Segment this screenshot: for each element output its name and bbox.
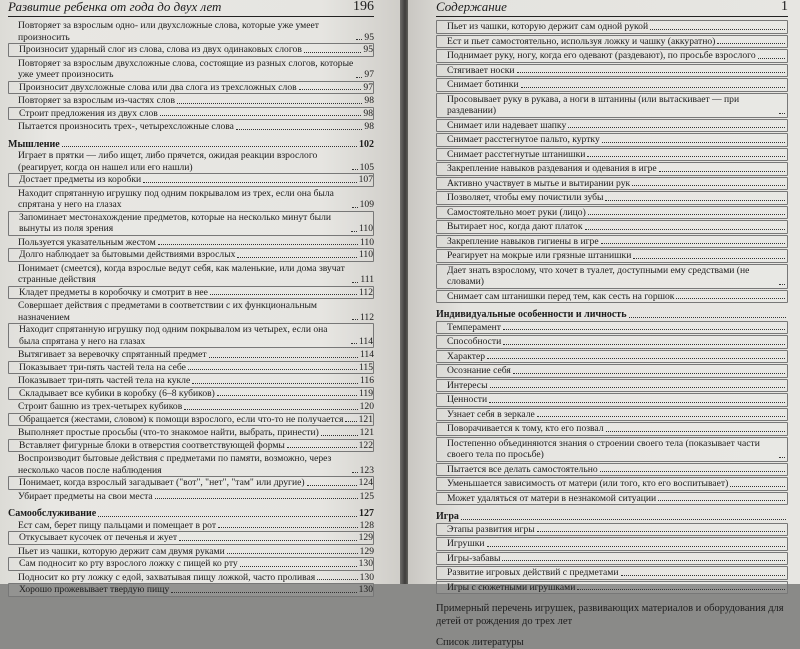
toc-page-number: 129 xyxy=(359,545,374,557)
dot-leader xyxy=(352,169,358,170)
toc-page-number: 127 xyxy=(359,508,374,519)
toc-entry xyxy=(8,263,374,286)
toc-entry xyxy=(8,401,374,413)
toc-entry xyxy=(436,581,788,595)
toc-entry xyxy=(436,290,788,304)
dot-leader xyxy=(287,447,357,448)
toc-entry xyxy=(8,520,374,532)
toc-entry xyxy=(436,321,788,335)
toc-entry xyxy=(436,235,788,249)
toc-entry xyxy=(8,95,374,107)
toc-entry xyxy=(436,133,788,147)
toc-entry xyxy=(436,249,788,263)
toc-entry-title: Складывает все кубики в коробку (6–8 кубиков) xyxy=(19,387,215,399)
dot-leader xyxy=(184,409,357,410)
toc-page-number: 121 xyxy=(359,427,374,438)
toc-page-number: 98 xyxy=(364,121,374,132)
toc-entry-title: Стягивает носки xyxy=(447,64,515,76)
toc-entry xyxy=(8,121,374,133)
toc-entry-title: Находит спрятанную игрушку под одним покрывалом из трех, если она была спрятана у него на глазах xyxy=(18,187,334,210)
dot-leader xyxy=(587,156,785,157)
page-number: 1 xyxy=(781,0,788,14)
toc-entry-title: Играет в прятки — либо ищет, либо прячется, ожидая реакции взрослого (реагирует, когда он нашел или его нашли) xyxy=(18,150,318,173)
dot-leader xyxy=(490,387,785,388)
toc-entry xyxy=(8,349,374,361)
toc-entry-title: Список литературы xyxy=(436,637,524,648)
toc-entry-title: Способности xyxy=(447,336,502,347)
toc-entry xyxy=(8,107,374,121)
toc-entry-title: Снимает ботинки xyxy=(447,79,519,90)
toc-entry-title: Повторяет за взрослым из-частях слов xyxy=(18,95,176,106)
dot-leader xyxy=(577,589,785,590)
toc-entry xyxy=(8,323,374,348)
toc-page-number: 110 xyxy=(359,236,374,248)
toc-entry-title: Понимает, когда взрослый загадывает ("вот", "нет", "там" или другие) xyxy=(19,477,305,488)
toc-entry-title: Закрепление навыков раздевания и одевания в игре xyxy=(447,163,657,174)
toc-page-number: 116 xyxy=(359,375,374,386)
toc-entry xyxy=(436,220,788,234)
dot-leader xyxy=(487,546,785,547)
toc-entry-title: Выполняет простые просьбы (что-то знакомое найти, выбрать, принести) xyxy=(18,427,319,438)
toc-entry xyxy=(436,206,788,220)
dot-leader xyxy=(158,244,358,245)
toc-entry-title: Вставляет фигурные блоки в отверстия соответствующей формы xyxy=(19,439,285,451)
toc-entry xyxy=(8,43,374,57)
toc-entry-title: Может удаляться от матери в незнакомой ситуации xyxy=(447,492,657,504)
toc-entry xyxy=(436,20,788,34)
toc-entry xyxy=(436,78,788,92)
toc-page-number: 105 xyxy=(359,161,374,173)
dot-leader xyxy=(160,115,362,116)
toc-entry-title: Показывает три-пять частей тела на себе xyxy=(19,361,186,373)
toc-entry-title: Осознание себя xyxy=(447,365,511,376)
toc-entry xyxy=(436,49,788,63)
dot-leader xyxy=(779,113,785,114)
dot-leader xyxy=(321,435,358,436)
toc-entry-title: Строит башню из трех-четырех кубиков xyxy=(18,401,183,412)
toc-appendix-entry xyxy=(436,636,788,649)
toc-entry xyxy=(8,375,374,387)
toc-page-number: 97 xyxy=(364,69,374,80)
dot-leader xyxy=(304,52,362,53)
toc-entry xyxy=(8,476,374,490)
toc-entry-title: Пьет из чашки, которую держит сам одной рукой xyxy=(447,21,649,32)
toc-page-number: 102 xyxy=(359,138,374,150)
dot-leader xyxy=(676,298,785,299)
dot-leader xyxy=(779,284,785,285)
toc-entry-title: Повторяет за взрослым одно- или двухсложные слова, которые уже умеет произносить xyxy=(18,20,319,43)
toc-section-heading xyxy=(8,139,374,151)
dot-leader xyxy=(237,257,357,258)
toc-entry xyxy=(8,413,374,427)
toc-entry-title: Постепенно объединяются знания о строении своего тела (показывает части своего тела по просьбе) xyxy=(447,437,760,460)
toc-entry xyxy=(436,408,788,422)
toc-entry xyxy=(436,364,788,378)
toc-entry-title: Ценности xyxy=(447,394,488,405)
toc-entry-title: Интересы xyxy=(447,379,488,391)
dot-leader xyxy=(503,344,785,345)
toc-entry xyxy=(436,492,788,506)
toc-entry-title: Достает предметы из коробки xyxy=(19,174,142,185)
dot-leader xyxy=(517,72,785,73)
toc-entry-title: Пьет из чашки, которую держит сам двумя руками xyxy=(18,545,225,557)
toc-page-number: 109 xyxy=(359,199,374,210)
toc-page-number: 97 xyxy=(363,81,373,93)
toc-entry-title: Примерный перечень игрушек, развивающих материалов и оборудования для детей от рождения до трех лет xyxy=(436,603,784,627)
toc-entry xyxy=(8,286,374,300)
dot-leader xyxy=(602,142,785,143)
toc-entry xyxy=(8,188,374,211)
dot-leader xyxy=(155,498,358,499)
toc-page-number: 114 xyxy=(359,349,374,360)
toc-entry-title: Игрушки xyxy=(447,538,485,549)
dot-leader xyxy=(585,229,786,230)
toc-entry-title: Пользуется указательным жестом xyxy=(18,236,156,248)
running-head-title: Содержание xyxy=(436,0,507,14)
toc-entry xyxy=(8,173,374,187)
toc-entry-title: Кладет предметы в коробочку и смотрит в нее xyxy=(19,286,208,298)
toc-entry-title: Ест сам, берет пищу пальцами и помещает в рот xyxy=(18,519,217,531)
toc-entry-title: Откусывает кусочек от печенья и жует xyxy=(19,532,178,543)
toc-page-number: 114 xyxy=(358,335,373,347)
toc-page-number: 98 xyxy=(364,95,374,106)
toc-entry-title: Закрепление навыков гигиены в игре xyxy=(447,235,599,247)
toc-entry xyxy=(436,177,788,191)
toc-entry xyxy=(8,387,374,401)
toc-entry xyxy=(8,20,374,43)
toc-entry-title: Совершает действия с предметами в соответствии с их функциональным назначением xyxy=(18,300,317,323)
dot-leader xyxy=(606,431,785,432)
dot-leader xyxy=(521,87,785,88)
dot-leader xyxy=(730,486,785,487)
toc-page-number: 130 xyxy=(358,558,373,569)
toc-entry-title: Игры с сюжетными игрушками xyxy=(447,581,576,593)
toc-entry-title: Реагирует на мокрые или грязные штанишки xyxy=(447,250,632,261)
toc-entry-title: Самостоятельно моет руки (лицо) xyxy=(447,206,586,218)
dot-leader xyxy=(489,402,785,403)
dot-leader xyxy=(345,421,356,422)
dot-leader xyxy=(356,77,362,78)
toc-entry-title: Повторяет за взрослым двухсложные слова, состоящие из разных слогов, которые уже умеет произносить xyxy=(18,57,354,80)
toc-entry xyxy=(8,81,374,95)
toc-entry xyxy=(436,148,788,162)
running-head-title: Развитие ребенка от года до двух лет xyxy=(8,0,222,14)
toc-page-number: 95 xyxy=(364,31,374,43)
toc-page-number: 98 xyxy=(363,107,373,119)
dot-leader xyxy=(621,575,786,576)
toc-page-number: 112 xyxy=(359,311,374,323)
toc-entry-title: Снимает расстегнутое пальто, куртку xyxy=(447,134,600,145)
toc-entry xyxy=(436,463,788,477)
toc-entry xyxy=(436,350,788,364)
toc-entry-title: Узнает себя в зеркале xyxy=(447,408,535,420)
dot-leader xyxy=(98,516,357,517)
toc-entry-title: Подносит ко рту ложку с едой, захватывая пищу ложкой, часто проливая xyxy=(18,571,316,583)
dot-leader xyxy=(758,58,785,59)
dot-leader xyxy=(461,519,786,520)
toc-entry-title: Находит спрятанную игрушку под одним покрывалом из четырех, если она была спрятана у него на глазах xyxy=(19,324,328,347)
toc-entry xyxy=(436,162,788,176)
dot-leader xyxy=(240,566,357,567)
toc-entry-title: Темперамент xyxy=(447,321,501,333)
dot-leader xyxy=(351,343,357,344)
toc-entry-title: Показывает три-пять частей тела на кукле xyxy=(18,375,191,386)
toc-page-number: 120 xyxy=(359,401,374,412)
dot-leader xyxy=(502,560,785,561)
toc-entry-title: Сам подносит ко рту взрослого ложку с пищей ко рту xyxy=(19,558,238,569)
toc-entry xyxy=(436,537,788,551)
toc-page-number: 111 xyxy=(360,274,374,285)
toc-entry-title: Позволяет, чтобы ему почистили зубы xyxy=(447,192,604,203)
dot-leader xyxy=(487,358,785,359)
table-of-contents-left xyxy=(8,20,374,597)
toc-page-number: 121 xyxy=(358,413,373,425)
dot-leader xyxy=(658,500,785,501)
toc-entry xyxy=(8,531,374,545)
toc-page-number: 115 xyxy=(358,361,373,373)
toc-entry-title: Пытается произносить трех-, четырехсложные слова xyxy=(18,121,234,132)
dot-leader xyxy=(171,592,356,593)
dot-leader xyxy=(307,485,357,486)
dot-leader xyxy=(659,171,785,172)
dot-leader xyxy=(633,258,785,259)
dot-leader xyxy=(717,43,785,44)
toc-entry xyxy=(8,572,374,584)
toc-entry-title: Пытается все делать самостоятельно xyxy=(447,463,598,475)
dot-leader xyxy=(650,29,785,30)
toc-entry-title: Уменьшается зависимость от матери (или того, кто его воспитывает) xyxy=(447,478,729,489)
toc-entry-title: Игра xyxy=(436,511,459,522)
toc-entry-title: Характер xyxy=(447,350,486,362)
dot-leader xyxy=(537,416,785,417)
dot-leader xyxy=(227,553,358,554)
toc-page-number: 107 xyxy=(358,174,373,185)
toc-entry xyxy=(436,552,788,566)
toc-appendix-entry xyxy=(436,602,788,628)
dot-leader xyxy=(588,214,785,215)
table-of-contents-right xyxy=(436,20,788,649)
toc-entry xyxy=(436,64,788,78)
dot-leader xyxy=(317,579,357,580)
dot-leader xyxy=(351,231,357,232)
toc-page-number: 112 xyxy=(358,286,373,298)
toc-page-number: 129 xyxy=(358,532,373,543)
toc-entry xyxy=(436,437,788,462)
toc-entry-title: Произносит двухсложные слова или два слога из трехсложных слов xyxy=(19,81,297,93)
dot-leader xyxy=(352,319,358,320)
dot-leader xyxy=(352,472,358,473)
toc-entry-title: Снимает или надевает шапку xyxy=(447,119,567,131)
toc-entry xyxy=(8,453,374,476)
dot-leader xyxy=(352,207,358,208)
toc-entry xyxy=(436,264,788,289)
toc-entry-title: Дает знать взрослому, что хочет в туалет, доступными ему средствами (не словами) xyxy=(447,264,750,287)
toc-entry xyxy=(8,557,374,571)
toc-entry-title: Обращается (жестами, словом) к помощи взрослого, если что-то не получается xyxy=(19,413,344,425)
dot-leader xyxy=(568,127,785,128)
toc-page-number: 110 xyxy=(358,249,373,260)
toc-entry-title: Снимает расстегнутые штанишки xyxy=(447,148,586,160)
dot-leader xyxy=(188,369,357,370)
toc-section-heading xyxy=(8,508,374,520)
dot-leader xyxy=(779,457,785,458)
toc-entry xyxy=(8,439,374,453)
toc-page-number: 130 xyxy=(358,584,373,595)
dot-leader xyxy=(62,146,357,147)
dot-leader xyxy=(177,103,362,104)
toc-entry-title: Воспроизводит бытовые действия с предметами по памяти, возможно, через несколько часов после наблюдения xyxy=(18,453,332,476)
toc-entry xyxy=(8,150,374,173)
toc-entry xyxy=(8,211,374,236)
dot-leader xyxy=(600,471,785,472)
toc-entry xyxy=(8,491,374,503)
dot-leader xyxy=(209,357,358,358)
dot-leader xyxy=(143,182,356,183)
toc-entry xyxy=(436,566,788,580)
toc-entry xyxy=(8,300,374,323)
toc-page-number: 119 xyxy=(358,387,373,399)
toc-entry xyxy=(436,119,788,133)
toc-page-number: 110 xyxy=(358,223,373,234)
dot-leader xyxy=(601,243,785,244)
dot-leader xyxy=(356,39,362,40)
toc-entry xyxy=(8,58,374,81)
dot-leader xyxy=(217,395,357,396)
dot-leader xyxy=(605,200,785,201)
dot-leader xyxy=(352,282,358,283)
dot-leader xyxy=(537,531,785,532)
toc-entry-title: Развитие игровых действий с предметами xyxy=(447,567,619,578)
toc-page-number: 123 xyxy=(359,464,374,476)
dot-leader xyxy=(210,294,357,295)
dot-leader xyxy=(513,373,785,374)
toc-entry xyxy=(8,361,374,375)
left-page xyxy=(0,0,402,595)
toc-page-number: 128 xyxy=(359,519,374,531)
toc-entry-title: Просовывает руку в рукава, а ноги в штанины (или вытаскивает — при раздевании) xyxy=(447,93,740,116)
toc-entry xyxy=(436,477,788,491)
page-number: 196 xyxy=(353,0,374,14)
toc-entry-title: Вытирает нос, когда дают платок xyxy=(447,221,583,232)
toc-entry-title: Хорошо прожевывает твердую пищу xyxy=(19,584,170,595)
dot-leader xyxy=(503,329,785,330)
toc-entry xyxy=(8,237,374,249)
toc-entry-title: Поднимает руку, ногу, когда его одевают (раздевают), по просьбе взрослого xyxy=(447,50,756,61)
dot-leader xyxy=(218,527,358,528)
toc-section-heading xyxy=(436,309,788,321)
dot-leader xyxy=(299,89,362,90)
toc-entry xyxy=(436,35,788,49)
toc-entry-title: Строит предложения из двух слов xyxy=(19,107,158,119)
toc-entry xyxy=(8,427,374,439)
toc-entry xyxy=(436,422,788,436)
toc-entry-title: Этапы развития игры xyxy=(447,523,535,535)
toc-entry xyxy=(8,583,374,597)
toc-page-number: 95 xyxy=(363,44,373,55)
toc-page-number: 130 xyxy=(359,571,374,583)
toc-entry xyxy=(436,335,788,349)
running-head xyxy=(8,1,374,17)
toc-page-number: 125 xyxy=(359,490,374,502)
toc-entry-title: Понимает (смеется), когда взрослые ведут себя, как маленькие, или дома звучат странные действия xyxy=(18,262,345,285)
toc-entry-title: Снимает сам штанишки перед тем, как сесть на горшок xyxy=(447,290,675,302)
toc-entry xyxy=(436,393,788,407)
toc-entry-title: Запоминает местонахождение предметов, которые на несколько минут были вынуты из поля зрения xyxy=(19,211,331,234)
toc-entry xyxy=(8,248,374,262)
toc-entry xyxy=(8,546,374,558)
dot-leader xyxy=(236,129,362,130)
dot-leader xyxy=(179,540,357,541)
toc-entry-title: Самообслуживание xyxy=(8,508,97,519)
toc-entry-title: Долго наблюдает за бытовыми действиями взрослых xyxy=(19,249,236,260)
toc-section-heading xyxy=(436,511,788,523)
toc-page-number: 122 xyxy=(358,439,373,451)
toc-entry-title: Мышление xyxy=(8,138,60,150)
toc-entry xyxy=(436,379,788,393)
toc-entry-title: Индивидуальные особенности и личность xyxy=(436,309,627,320)
dot-leader xyxy=(632,185,785,186)
toc-entry-title: Активно участвует в мытье и вытирании рук xyxy=(447,177,631,189)
toc-entry-title: Убирает предметы на свои места xyxy=(18,490,153,502)
toc-entry-title: Вытягивает за веревочку спрятанный предмет xyxy=(18,349,207,360)
toc-entry-title: Ест и пьет самостоятельно, используя ложку и чашку (аккуратно) xyxy=(447,35,716,47)
toc-entry-title: Поворачивается к тому, кто его позвал xyxy=(447,423,604,434)
toc-entry-title: Игры-забавы xyxy=(447,552,501,564)
toc-entry xyxy=(436,523,788,537)
running-head xyxy=(436,1,788,17)
right-page xyxy=(408,0,800,648)
toc-page-number: 124 xyxy=(358,477,373,488)
dot-leader xyxy=(629,317,787,318)
toc-entry xyxy=(436,191,788,205)
dot-leader xyxy=(192,383,358,384)
toc-entry xyxy=(436,93,788,118)
toc-entry-title: Произносит ударный слог из слова, слова из двух одинаковых слогов xyxy=(19,44,302,55)
